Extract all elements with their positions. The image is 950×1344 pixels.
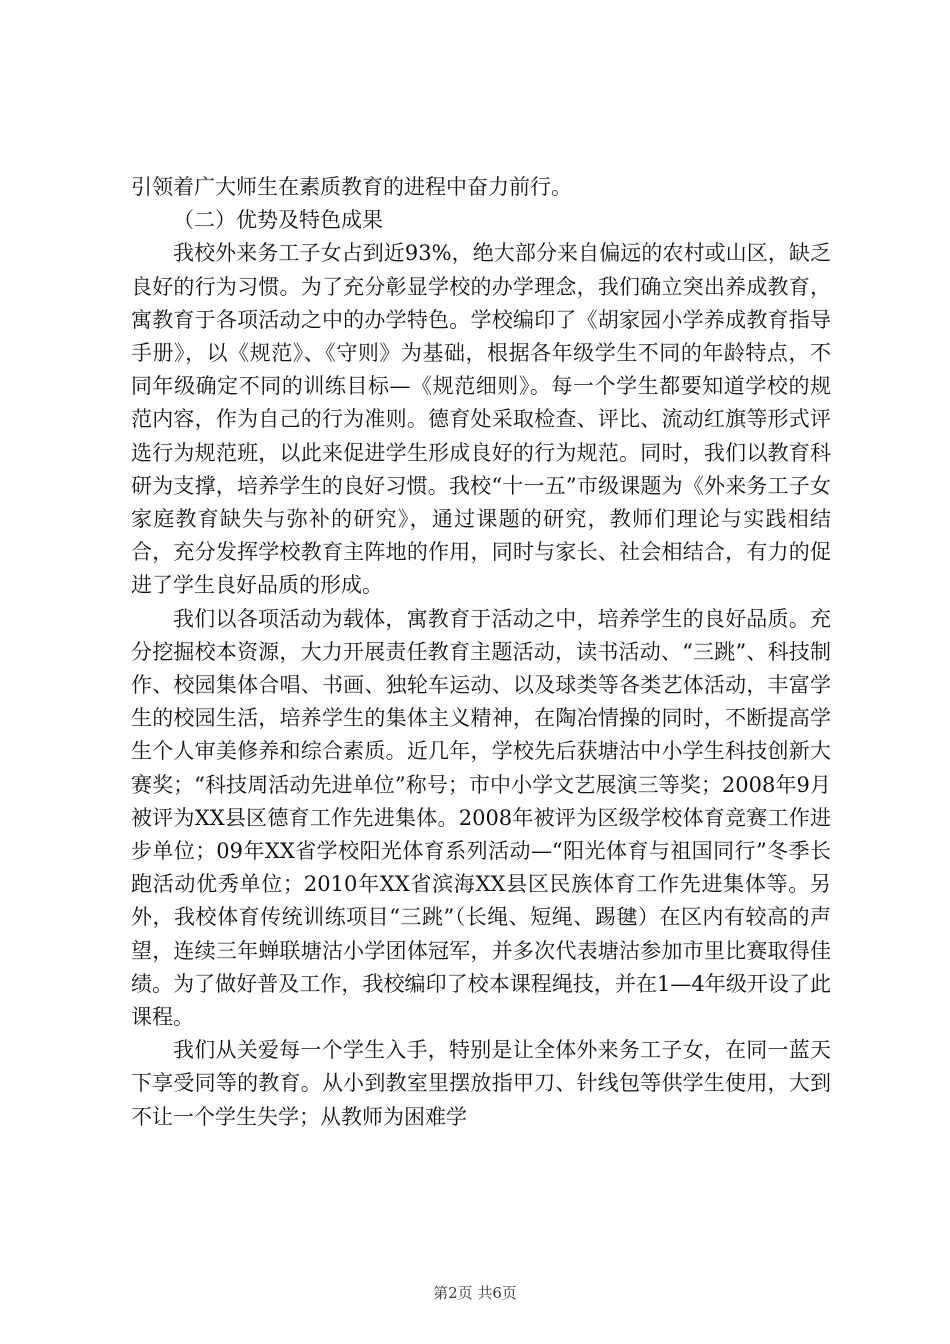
paragraph-habit-education: 我校外来务工子女占到近93%，绝大部分来自偏远的农村或山区，缺乏良好的行为习惯。为了充分彰显学校的办学理念，我们确立突出养成教育，寓教育于各项活动之中的办学特色。学校编印了《胡家园小学养成教育指导手册》，以《规范》、《守则》为基础，根据各年级学生不同的年龄特点，不同年级确定不同的训练目标—《规范细则》。每一个学生都要知道学校的规范内容，作为自己的行为准则。德育处采取检查、评比、流动红旗等形式评选行为规范班，以此来促进学生形成良好的行为规范。同时，我们以教育科研为支撑，培养学生的良好习惯。我校“十一五”市级课题为《外来务工子女家庭教育缺失与弥补的研究》，通过课题的研究，教师们理论与实践相结合，充分发挥学校教育主阵地的作用，同时与家长、社会相结合，有力的促进了学生良好品质的形成。 <box>131 241 831 598</box>
section-heading: （二）优势及特色成果 <box>173 208 383 233</box>
page-footer: 第2页 共6页 <box>433 1284 517 1302</box>
paragraph-activities: 我们以各项活动为载体，寓教育于活动之中，培养学生的良好品质。充分挖掘校本资源，大力开展责任教育主题活动，读书活动、“三跳”、科技制作、校园集体合唱、书画、独轮车运动、以及球类等各类艺体活动，丰富学生的校园生活，培养学生的集体主义精神，在陶冶情操的同时，不断提高学生个人审美修养和综合素质。近几年，学校先后获塘沽中小学生科技创新大赛奖；“科技周活动先进单位”称号；市中小学文艺展演三等奖；2008年9月被评为XX县区德育工作先进集体。2008年被评为区级学校体育竞赛工作进步单位；09年XX省学校阳光体育系列活动—“阳光体育与祖国同行”冬季长跑活动优秀单位；2010年XX省滨海XX县区民族体育工作先进集体等。另外，我校体育传统训练项目“三跳”（长绳、短绳、踢毽）在区内有较高的声望，连续三年蝉联塘沽小学团体冠军，并多次代表塘沽参加市里比赛取得佳绩。为了做好普及工作，我校编印了校本课程绳技，并在1—4年级开设了此课程。 <box>131 606 831 1030</box>
document-body <box>131 171 831 1134</box>
paragraph-care: 我们从关爱每一个学生入手，特别是让全体外来务工子女，在同一蓝天下享受同等的教育。从小到教室里摆放指甲刀、针线包等供学生使用，大到不让一个学生失学；从教师为困难学 <box>131 1038 831 1129</box>
paragraph-continuation: 引领着广大师生在素质教育的进程中奋力前行。 <box>131 175 572 199</box>
